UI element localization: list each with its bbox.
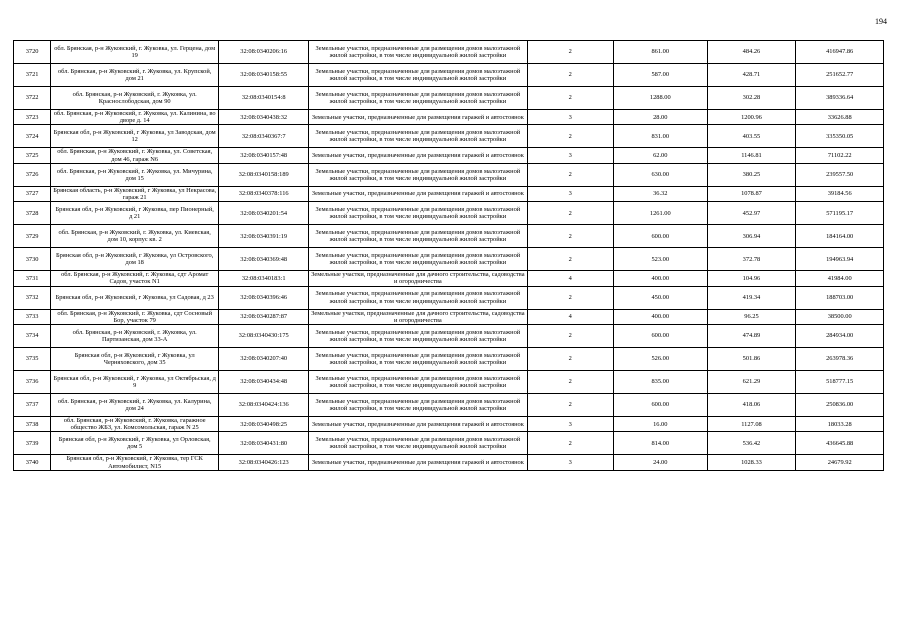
address-cell: обл. Брянская, р-н Жуковский, г. Жуковка, ул. Мичурина, дом 15 [51, 163, 219, 186]
address-cell: обл. Брянская, р-н Жуковский, г. Жуковка, ул. Киевская, дом 10, корпус кв. 2 [51, 225, 219, 248]
row-number: 3730 [14, 248, 51, 271]
area-cell: 450.00 [613, 286, 707, 309]
table-row [14, 432, 884, 455]
table-row [14, 309, 884, 324]
table-row [14, 41, 884, 64]
table-row [14, 163, 884, 186]
cadastral-value-cell: 184164.00 [796, 225, 884, 248]
address-cell: обл. Брянская, р-н Жуковский, г. Жуковка, гаражное общество ЖБЗ, ул. Комсомольская, гараж N 25 [51, 417, 219, 432]
table-row [14, 64, 884, 87]
area-cell: 523.00 [613, 248, 707, 271]
row-number: 3738 [14, 417, 51, 432]
cadastral-value-cell: 33626.88 [796, 110, 884, 125]
cadastral-value-cell: 335350.05 [796, 125, 884, 148]
row-number: 3740 [14, 455, 51, 470]
cadastral-number-cell: 32:08:0340424:136 [219, 394, 309, 417]
area-cell: 62.00 [613, 148, 707, 163]
land-use-cell: Земельные участки, предназначенные для размещения домов малоэтажной жилой застройки, в том числе индивидуальной жилой застройки [309, 286, 527, 309]
cadastral-number-cell: 32:08:0340378:116 [219, 186, 309, 201]
cadastral-number-cell: 32:08:0340158:55 [219, 64, 309, 87]
specific-value-cell: 418.06 [707, 394, 796, 417]
specific-value-cell: 474.89 [707, 325, 796, 348]
specific-value-cell: 1200.96 [707, 110, 796, 125]
land-use-cell: Земельные участки, предназначенные для размещения домов малоэтажной жилой застройки, в том числе индивидуальной жилой застройки [309, 394, 527, 417]
row-number: 3720 [14, 41, 51, 64]
land-use-cell: Земельные участки, предназначенные для размещения домов малоэтажной жилой застройки, в том числе индивидуальной жилой застройки [309, 87, 527, 110]
specific-value-cell: 403.55 [707, 125, 796, 148]
group-cell: 2 [527, 202, 613, 225]
specific-value-cell: 1028.33 [707, 455, 796, 470]
area-cell: 36.32 [613, 186, 707, 201]
area-cell: 630.00 [613, 163, 707, 186]
cadastral-number-cell: 32:08:0340438:32 [219, 110, 309, 125]
area-cell: 600.00 [613, 394, 707, 417]
cadastral-value-cell: 41984.00 [796, 271, 884, 286]
cadastral-value-cell: 416947.86 [796, 41, 884, 64]
address-cell: Брянская обл, р-н Жуковский, г Жуковка, ул Октябрьская, д 9 [51, 371, 219, 394]
specific-value-cell: 621.29 [707, 371, 796, 394]
area-cell: 1261.00 [613, 202, 707, 225]
area-cell: 600.00 [613, 225, 707, 248]
cadastral-number-cell: 32:08:0340426:123 [219, 455, 309, 470]
group-cell: 3 [527, 186, 613, 201]
address-cell: Брянская обл, р-н Жуковский, г Жуковка, ул Заводская, дом 12 [51, 125, 219, 148]
group-cell: 2 [527, 225, 613, 248]
area-cell: 861.00 [613, 41, 707, 64]
land-use-cell: Земельные участки, предназначенные для дачного строительства, садоводства и огородничества [309, 271, 527, 286]
land-use-cell: Земельные участки, предназначенные для размещения гаражей и автостоянок [309, 417, 527, 432]
page-number: 194 [875, 17, 887, 26]
land-use-cell: Земельные участки, предназначенные для размещения домов малоэтажной жилой застройки, в том числе индивидуальной жилой застройки [309, 371, 527, 394]
specific-value-cell: 452.97 [707, 202, 796, 225]
row-number: 3731 [14, 271, 51, 286]
area-cell: 600.00 [613, 325, 707, 348]
area-cell: 526.00 [613, 348, 707, 371]
row-number: 3733 [14, 309, 51, 324]
cadastral-number-cell: 32:08:0340434:48 [219, 371, 309, 394]
cadastral-number-cell: 32:08:0340157:48 [219, 148, 309, 163]
table-row [14, 348, 884, 371]
table-row [14, 225, 884, 248]
table-row [14, 271, 884, 286]
row-number: 3724 [14, 125, 51, 148]
cadastral-value-cell: 389336.64 [796, 87, 884, 110]
specific-value-cell: 302.28 [707, 87, 796, 110]
specific-value-cell: 372.78 [707, 248, 796, 271]
address-cell: обл. Брянская, р-н Жуковский, г. Жуковка, ул. Калинина, во дворе д. 14 [51, 110, 219, 125]
address-cell: обл. Брянская, р-н Жуковский, г. Жуковка, ул. Герцена, дом 19 [51, 41, 219, 64]
area-cell: 400.00 [613, 309, 707, 324]
area-cell: 1288.00 [613, 87, 707, 110]
group-cell: 2 [527, 371, 613, 394]
land-use-cell: Земельные участки, предназначенные для размещения домов малоэтажной жилой застройки, в том числе индивидуальной жилой застройки [309, 225, 527, 248]
group-cell: 4 [527, 271, 613, 286]
row-number: 3729 [14, 225, 51, 248]
cadastral-value-cell: 194963.94 [796, 248, 884, 271]
table-row [14, 417, 884, 432]
cadastral-number-cell: 32:08:0340158:189 [219, 163, 309, 186]
cadastral-number-cell: 32:08:0340498:25 [219, 417, 309, 432]
group-cell: 4 [527, 309, 613, 324]
address-cell: обл. Брянская, р-н Жуковский, г. Жуковка, сдт Сосновый Бор, участок 79 [51, 309, 219, 324]
specific-value-cell: 501.86 [707, 348, 796, 371]
cadastral-number-cell: 32:08:0340287:87 [219, 309, 309, 324]
group-cell: 3 [527, 110, 613, 125]
row-number: 3722 [14, 87, 51, 110]
table-row [14, 202, 884, 225]
row-number: 3732 [14, 286, 51, 309]
row-number: 3735 [14, 348, 51, 371]
group-cell: 3 [527, 455, 613, 470]
table-row [14, 286, 884, 309]
land-use-cell: Земельные участки, предназначенные для размещения домов малоэтажной жилой застройки, в том числе индивидуальной жилой застройки [309, 41, 527, 64]
land-use-cell: Земельные участки, предназначенные для размещения гаражей и автостоянок [309, 148, 527, 163]
cadastral-value-cell: 38500.00 [796, 309, 884, 324]
cadastral-number-cell: 32:08:0340367:7 [219, 125, 309, 148]
row-number: 3721 [14, 64, 51, 87]
group-cell: 2 [527, 248, 613, 271]
land-use-cell: Земельные участки, предназначенные для размещения домов малоэтажной жилой застройки, в том числе индивидуальной жилой застройки [309, 202, 527, 225]
row-number: 3725 [14, 148, 51, 163]
group-cell: 2 [527, 325, 613, 348]
land-use-cell: Земельные участки, предназначенные для размещения домов малоэтажной жилой застройки, в том числе индивидуальной жилой застройки [309, 163, 527, 186]
group-cell: 2 [527, 286, 613, 309]
row-number: 3736 [14, 371, 51, 394]
cadastral-value-cell: 71102.22 [796, 148, 884, 163]
cadastral-number-cell: 32:08:0340183:1 [219, 271, 309, 286]
area-cell: 400.00 [613, 271, 707, 286]
table-row [14, 325, 884, 348]
cadastral-value-cell: 39184.56 [796, 186, 884, 201]
row-number: 3728 [14, 202, 51, 225]
address-cell: обл. Брянская, р-н Жуковский, г. Жуковка, сдт Аромат Садов, участок N1 [51, 271, 219, 286]
address-cell: Брянская область, р-н Жуковский, г Жуковка, ул Некрасова, гараж 21 [51, 186, 219, 201]
cadastral-value-cell: 263978.36 [796, 348, 884, 371]
address-cell: Брянская обл, р-н Жуковский, г Жуковка, ул Черняховского, дом 35 [51, 348, 219, 371]
cadastral-number-cell: 32:08:0340391:19 [219, 225, 309, 248]
land-use-cell: Земельные участки, предназначенные для размещения домов малоэтажной жилой застройки, в том числе индивидуальной жилой застройки [309, 125, 527, 148]
land-use-cell: Земельные участки, предназначенные для размещения домов малоэтажной жилой застройки, в том числе индивидуальной жилой застройки [309, 64, 527, 87]
cadastral-number-cell: 32:08:0340369:48 [219, 248, 309, 271]
specific-value-cell: 1078.87 [707, 186, 796, 201]
table-row [14, 186, 884, 201]
address-cell: Брянская обл, р-н Жуковский, г Жуковка, пер Пионерный, д 21 [51, 202, 219, 225]
land-use-cell: Земельные участки, предназначенные для размещения домов малоэтажной жилой застройки, в том числе индивидуальной жилой застройки [309, 432, 527, 455]
table-row [14, 394, 884, 417]
address-cell: обл. Брянская, р-н Жуковский, г. Жуковка, ул. Краснослободская, дом 90 [51, 87, 219, 110]
area-cell: 831.00 [613, 125, 707, 148]
specific-value-cell: 419.34 [707, 286, 796, 309]
cadastral-value-cell: 518777.15 [796, 371, 884, 394]
specific-value-cell: 96.25 [707, 309, 796, 324]
group-cell: 2 [527, 125, 613, 148]
row-number: 3726 [14, 163, 51, 186]
cadastral-value-cell: 24679.92 [796, 455, 884, 470]
specific-value-cell: 1127.08 [707, 417, 796, 432]
address-cell: Брянская обл, р-н Жуковский, г Жуковка, ул Садовая, д 23 [51, 286, 219, 309]
land-use-cell: Земельные участки, предназначенные для размещения гаражей и автостоянок [309, 455, 527, 470]
cadastral-number-cell: 32:08:0340207:40 [219, 348, 309, 371]
cadastral-number-cell: 32:08:0340431:80 [219, 432, 309, 455]
specific-value-cell: 104.96 [707, 271, 796, 286]
area-cell: 587.00 [613, 64, 707, 87]
table-row [14, 371, 884, 394]
cadastral-value-cell: 571195.17 [796, 202, 884, 225]
address-cell: Брянская обл, р-н Жуковский, г Жуковка, ул Орловская, дом 5 [51, 432, 219, 455]
specific-value-cell: 1146.81 [707, 148, 796, 163]
address-cell: обл. Брянская, р-н Жуковский, г. Жуковка, ул. Калурина, дом 24 [51, 394, 219, 417]
table-row [14, 455, 884, 470]
row-number: 3739 [14, 432, 51, 455]
group-cell: 2 [527, 41, 613, 64]
group-cell: 2 [527, 394, 613, 417]
table-row [14, 87, 884, 110]
land-use-cell: Земельные участки, предназначенные для размещения домов малоэтажной жилой застройки, в том числе индивидуальной жилой застройки [309, 348, 527, 371]
cadastral-value-cell: 251652.77 [796, 64, 884, 87]
table-row [14, 125, 884, 148]
group-cell: 2 [527, 348, 613, 371]
specific-value-cell: 380.25 [707, 163, 796, 186]
specific-value-cell: 536.42 [707, 432, 796, 455]
table-row [14, 110, 884, 125]
area-cell: 28.00 [613, 110, 707, 125]
cadastral-value-cell: 436645.88 [796, 432, 884, 455]
group-cell: 3 [527, 148, 613, 163]
address-cell: Брянская обл, р-н Жуковский, г Жуковка, тер ГСК Автомобилист, N15 [51, 455, 219, 470]
area-cell: 814.00 [613, 432, 707, 455]
land-use-cell: Земельные участки, предназначенные для размещения гаражей и автостоянок [309, 186, 527, 201]
cadastral-number-cell: 32:08:0340396:46 [219, 286, 309, 309]
cadastral-number-cell: 32:08:0340154:8 [219, 87, 309, 110]
address-cell: обл. Брянская, р-н Жуковский, г. Жуковка, ул. Крупской, дом 21 [51, 64, 219, 87]
address-cell: обл. Брянская, р-н Жуковский, г. Жуковка, ул. Советская, дом 46, гараж N6 [51, 148, 219, 163]
group-cell: 3 [527, 417, 613, 432]
area-cell: 24.00 [613, 455, 707, 470]
table-row [14, 248, 884, 271]
address-cell: обл. Брянская, р-н Жуковский, г. Жуковка, ул. Партизанская, дом 33-А [51, 325, 219, 348]
land-use-cell: Земельные участки, предназначенные для дачного строительства, садоводства и огородничества [309, 309, 527, 324]
land-use-cell: Земельные участки, предназначенные для размещения домов малоэтажной жилой застройки, в том числе индивидуальной жилой застройки [309, 325, 527, 348]
group-cell: 2 [527, 87, 613, 110]
cadastral-value-table [13, 40, 884, 471]
specific-value-cell: 484.26 [707, 41, 796, 64]
land-use-cell: Земельные участки, предназначенные для размещения гаражей и автостоянок [309, 110, 527, 125]
cadastral-number-cell: 32:08:0340206:16 [219, 41, 309, 64]
address-cell: Брянская обл, р-н Жуковский, г Жуковка, ул Островского, дом 18 [51, 248, 219, 271]
area-cell: 16.00 [613, 417, 707, 432]
cadastral-number-cell: 32:08:0340201:54 [219, 202, 309, 225]
cadastral-value-cell: 239557.50 [796, 163, 884, 186]
group-cell: 2 [527, 64, 613, 87]
cadastral-value-cell: 18033.28 [796, 417, 884, 432]
cadastral-value-cell: 188703.00 [796, 286, 884, 309]
row-number: 3723 [14, 110, 51, 125]
row-number: 3734 [14, 325, 51, 348]
area-cell: 835.00 [613, 371, 707, 394]
group-cell: 2 [527, 432, 613, 455]
land-use-cell: Земельные участки, предназначенные для размещения домов малоэтажной жилой застройки, в том числе индивидуальной жилой застройки [309, 248, 527, 271]
row-number: 3727 [14, 186, 51, 201]
cadastral-value-cell: 284934.00 [796, 325, 884, 348]
cadastral-number-cell: 32:08:0340430:175 [219, 325, 309, 348]
specific-value-cell: 306.94 [707, 225, 796, 248]
cadastral-value-cell: 250836.00 [796, 394, 884, 417]
group-cell: 2 [527, 163, 613, 186]
row-number: 3737 [14, 394, 51, 417]
specific-value-cell: 428.71 [707, 64, 796, 87]
table-row [14, 148, 884, 163]
